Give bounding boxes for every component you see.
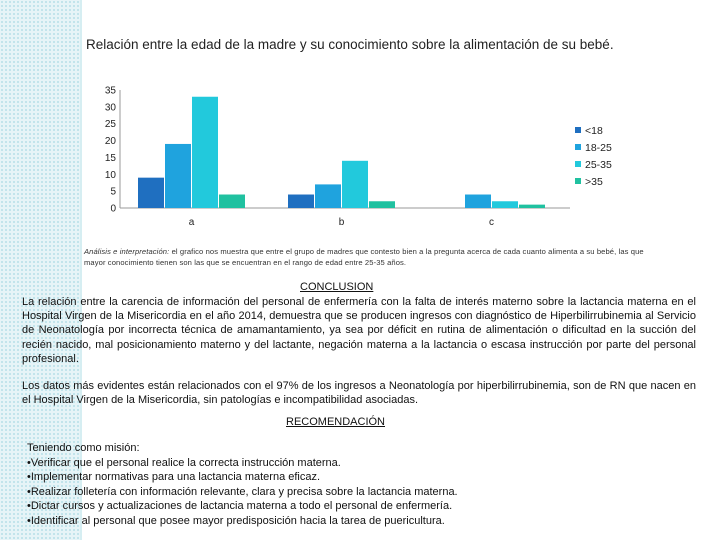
recommendation-heading: RECOMENDACIÓN	[286, 416, 386, 428]
bar-c-series-2	[492, 201, 518, 208]
x-tick-label: c	[489, 217, 494, 228]
bar-c-series-1	[465, 195, 491, 208]
y-tick-label: 30	[104, 102, 116, 114]
conclusion-heading: CONCLUSION	[300, 281, 374, 293]
legend-label: >35	[585, 176, 603, 188]
recommendation-item: •Verificar que el personal realice la correcta instrucción materna.	[27, 456, 341, 469]
analysis-text	[84, 246, 664, 268]
recommendation-item: •Dictar cursos y actualizaciones de lactancia materna a todo el personal de enfermería.	[27, 500, 453, 513]
y-tick-label: 25	[104, 119, 116, 131]
y-tick-label: 20	[104, 136, 116, 148]
analysis-label: Análisis e interpretación:	[84, 247, 170, 256]
legend-swatch	[575, 161, 581, 167]
bar-b-series-2	[342, 161, 368, 208]
bar-a-series-0	[138, 178, 164, 208]
recommendation-list	[27, 441, 458, 529]
legend-label: 18-25	[585, 142, 612, 154]
y-tick-label: 15	[104, 152, 116, 164]
legend-label: <18	[585, 125, 603, 137]
y-tick-label: 35	[104, 85, 116, 97]
conclusion-paragraph-2: Los datos más evidentes están relacionados con el 97% de los ingresos a Neonatología por hiperbilirrubinemia, son de RN que nacen en el Hospital Virgen de la Misericordia, sin patologías e incompatibilidad asociadas.	[22, 380, 696, 407]
y-tick-label: 10	[104, 169, 116, 181]
recommendation-item: •Realizar folletería con información relevante, clara y precisa sobre la lactancia materna.	[27, 485, 458, 498]
legend-swatch	[575, 178, 581, 184]
bar-b-series-1	[315, 184, 341, 208]
legend-swatch	[575, 144, 581, 150]
analysis-body: el grafico nos muestra que entre el grupo de madres que contesto bien a la pregunta acerca de cada cuanto alimenta a su bebé, las que mayor conocimiento tienen son las que se encuentran en el rango de edad entre 25-35 años.	[84, 247, 644, 267]
bar-b-series-3	[369, 201, 395, 208]
legend-swatch	[575, 127, 581, 133]
bar-a-series-1	[165, 144, 191, 208]
bar-a-series-2	[192, 97, 218, 208]
x-tick-label: b	[338, 217, 345, 228]
conclusion-paragraph-1: La relación entre la carencia de información del personal de enfermería con la falta de interés materno sobre la lactancia materna en el Hospital Virgen de la Misericordia en el año 2014, demuestra que se producen ingresos con diagnóstico de Hiperbilirrubinemia al Servicio de Neonatología por incorrecta técnica de amamantamiento, ya sea por déficit en rutina de alimentación o dificultad en la succión del recién nacido, mal posicionamiento materno y del lactante, negación materna a la lactancia o escasa instrucción por parte del personal profesional.	[22, 296, 696, 365]
y-tick-label: 5	[110, 186, 116, 198]
recommendation-item: •Identificar al personal que posee mayor predisposición hacia la tarea de puericultura.	[27, 514, 445, 527]
bar-chart	[80, 78, 640, 238]
bar-b-series-0	[288, 195, 314, 208]
recommendation-item: •Implementar normativas para una lactancia materna eficaz.	[27, 471, 321, 484]
x-tick-label: a	[188, 217, 195, 228]
slide-title: Relación entre la edad de la madre y su conocimiento sobre la alimentación de su bebé.	[86, 37, 614, 52]
recommendation-intro: Teniendo como misión:	[27, 442, 140, 454]
legend-label: 25-35	[585, 159, 612, 171]
bar-a-series-3	[219, 195, 245, 208]
y-tick-label: 0	[110, 203, 116, 215]
bar-c-series-3	[519, 205, 545, 208]
